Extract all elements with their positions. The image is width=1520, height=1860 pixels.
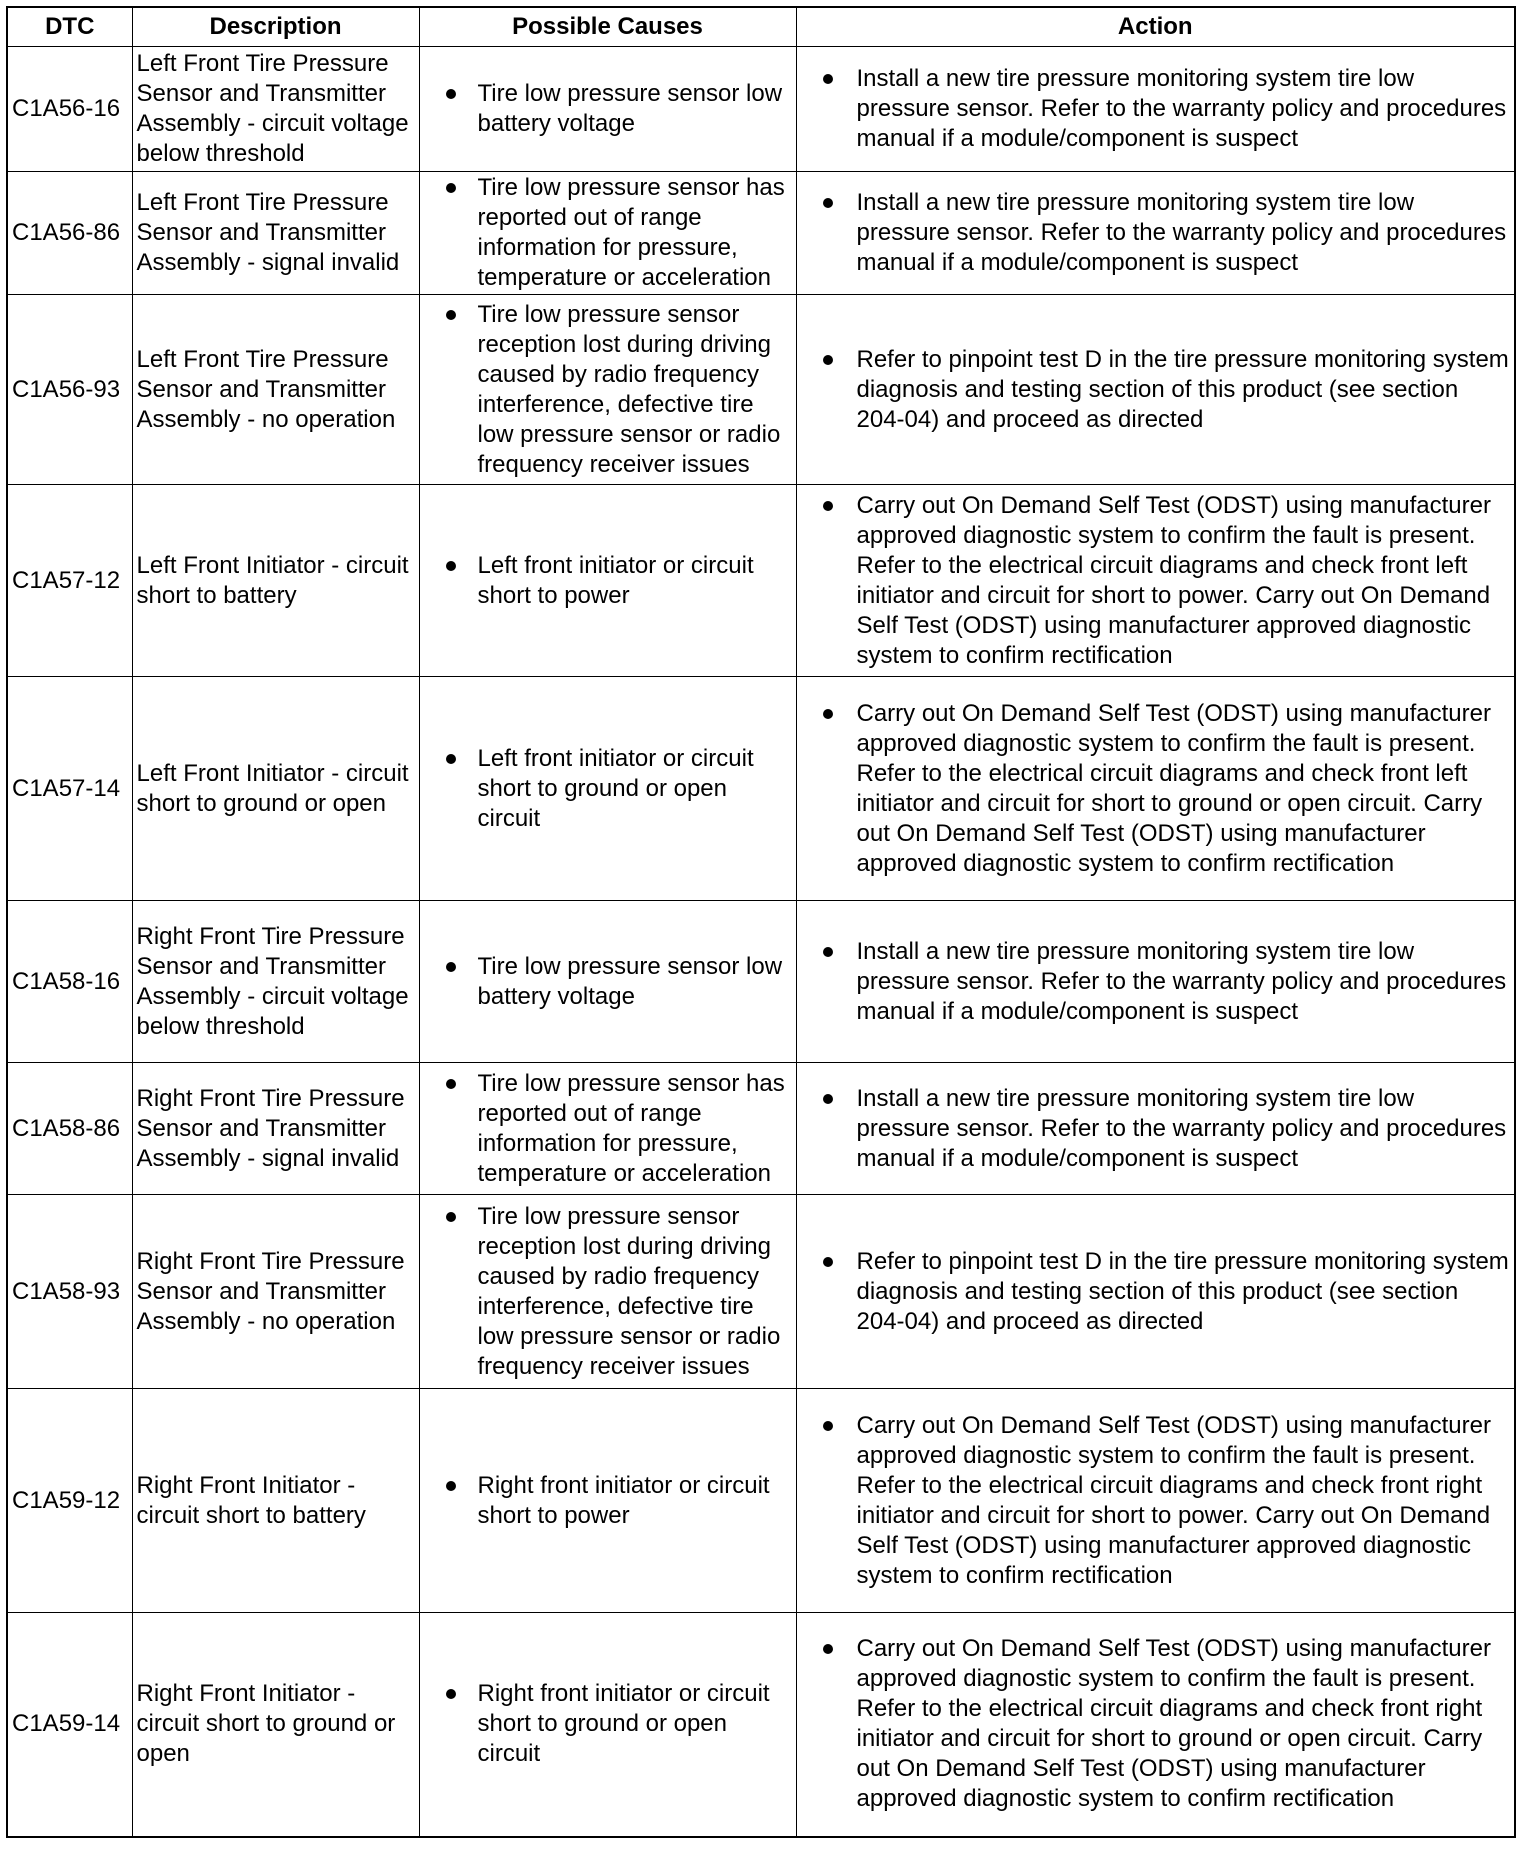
dtc-code: C1A57-14 — [7, 677, 132, 901]
header-possible-causes: Possible Causes — [419, 7, 796, 47]
bullet-icon — [823, 355, 833, 365]
action-item — [801, 64, 1511, 154]
dtc-code: C1A58-86 — [7, 1063, 132, 1195]
bullet-icon — [446, 1212, 456, 1222]
bullet-icon — [823, 501, 833, 511]
header-description: Description — [132, 7, 419, 47]
action-cell — [796, 47, 1515, 172]
bullet-icon — [446, 310, 456, 320]
action-text: Carry out On Demand Self Test (ODST) using manufacturer approved diagnostic system to confirm the fault is present. Refer to the electrical circuit diagrams and check front right initiator and circuit for short to power. Carry out On Demand Self Test (ODST) using manufacturer approved diagnostic system to confirm rectification — [856, 1411, 1491, 1589]
bullet-icon — [446, 1689, 456, 1699]
dtc-code: C1A59-12 — [7, 1389, 132, 1613]
dtc-code: C1A58-16 — [7, 901, 132, 1063]
action-item — [801, 1411, 1511, 1591]
action-cell — [796, 1389, 1515, 1613]
table-row — [7, 1195, 1515, 1389]
table-row — [7, 1389, 1515, 1613]
cause-text: Tire low pressure sensor has reported out of range information for pressure, temperature or acceleration — [477, 1069, 785, 1187]
cause-item — [424, 1202, 792, 1382]
bullet-icon — [446, 1481, 456, 1491]
possible-cause-cell — [419, 47, 796, 172]
table-row — [7, 1613, 1515, 1837]
bullet-icon — [823, 709, 833, 719]
cause-text: Tire low pressure sensor reception lost during driving caused by radio frequency interference, defective tire low pressure sensor or radio frequency receiver issues — [477, 300, 781, 478]
table-header-row — [7, 7, 1515, 47]
action-item — [801, 1247, 1511, 1337]
dtc-description: Right Front Initiator - circuit short to battery — [132, 1389, 419, 1613]
cause-item — [424, 1679, 792, 1769]
cause-item — [424, 1471, 792, 1531]
action-text: Install a new tire pressure monitoring system tire low pressure sensor. Refer to the warranty policy and procedures manual if a module/component is suspect — [856, 189, 1507, 276]
cause-item — [424, 1069, 792, 1189]
cause-text: Tire low pressure sensor low battery voltage — [477, 952, 783, 1010]
possible-cause-cell — [419, 295, 796, 485]
cause-text: Left front initiator or circuit short to power — [477, 551, 754, 609]
action-cell — [796, 677, 1515, 901]
bullet-icon — [823, 1644, 833, 1654]
bullet-icon — [446, 561, 456, 571]
dtc-description: Right Front Initiator - circuit short to ground or open — [132, 1613, 419, 1837]
action-item — [801, 345, 1511, 435]
action-item — [801, 937, 1511, 1027]
action-text: Install a new tire pressure monitoring system tire low pressure sensor. Refer to the warranty policy and procedures manual if a module/component is suspect — [856, 937, 1507, 1025]
bullet-icon — [823, 74, 833, 84]
dtc-description: Left Front Tire Pressure Sensor and Transmitter Assembly - no operation — [132, 295, 419, 485]
action-item — [801, 491, 1511, 671]
action-text: Install a new tire pressure monitoring system tire low pressure sensor. Refer to the warranty policy and procedures manual if a module/component is suspect — [856, 1084, 1507, 1172]
dtc-code: C1A56-86 — [7, 172, 132, 295]
action-cell — [796, 485, 1515, 677]
header-dtc: DTC — [7, 7, 132, 47]
action-text: Refer to pinpoint test D in the tire pressure monitoring system diagnosis and testing section of this product (see section 204-04) and proceed as directed — [856, 1247, 1509, 1335]
table-row — [7, 677, 1515, 901]
bullet-icon — [823, 1094, 833, 1104]
possible-cause-cell — [419, 1063, 796, 1195]
possible-cause-cell — [419, 1613, 796, 1837]
action-cell — [796, 172, 1515, 295]
dtc-code: C1A59-14 — [7, 1613, 132, 1837]
bullet-icon — [823, 198, 833, 208]
table-row — [7, 172, 1515, 295]
possible-cause-cell — [419, 485, 796, 677]
action-item — [801, 188, 1511, 278]
cause-text: Right front initiator or circuit short to power — [477, 1471, 770, 1529]
bullet-icon — [823, 1421, 833, 1431]
dtc-description: Left Front Initiator - circuit short to battery — [132, 485, 419, 677]
cause-item — [424, 551, 792, 611]
dtc-description: Left Front Tire Pressure Sensor and Transmitter Assembly - circuit voltage below threshold — [132, 47, 419, 172]
table-row — [7, 47, 1515, 172]
action-text: Carry out On Demand Self Test (ODST) using manufacturer approved diagnostic system to confirm the fault is present. Refer to the electrical circuit diagrams and check front right initiator and circuit for short to ground or open circuit. Carry out On Demand Self Test (ODST) using manufacturer approved diagnostic system to confirm rectification — [856, 1635, 1491, 1813]
dtc-code: C1A58-93 — [7, 1195, 132, 1389]
cause-item — [424, 79, 792, 139]
action-cell — [796, 1195, 1515, 1389]
cause-item — [424, 744, 792, 834]
header-action: Action — [796, 7, 1515, 47]
action-item — [801, 1634, 1511, 1814]
dtc-description: Right Front Tire Pressure Sensor and Transmitter Assembly - signal invalid — [132, 1063, 419, 1195]
bullet-icon — [823, 1257, 833, 1267]
cause-text: Tire low pressure sensor reception lost during driving caused by radio frequency interference, defective tire low pressure sensor or radio frequency receiver issues — [477, 1202, 781, 1380]
dtc-description: Left Front Initiator - circuit short to ground or open — [132, 677, 419, 901]
table-row — [7, 901, 1515, 1063]
possible-cause-cell — [419, 677, 796, 901]
dtc-table — [6, 6, 1516, 1838]
possible-cause-cell — [419, 1389, 796, 1613]
possible-cause-cell — [419, 1195, 796, 1389]
table-row — [7, 485, 1515, 677]
possible-cause-cell — [419, 172, 796, 295]
bullet-icon — [446, 962, 456, 972]
cause-item — [424, 173, 792, 293]
dtc-code: C1A56-93 — [7, 295, 132, 485]
document-page — [6, 6, 1514, 1854]
action-text: Carry out On Demand Self Test (ODST) using manufacturer approved diagnostic system to confirm the fault is present. Refer to the electrical circuit diagrams and check front left initiator and circuit for short to ground or open circuit. Carry out On Demand Self Test (ODST) using manufacturer approved diagnostic system to confirm rectification — [856, 699, 1491, 877]
bullet-icon — [823, 947, 833, 957]
possible-cause-cell — [419, 901, 796, 1063]
action-item — [801, 699, 1511, 879]
action-cell — [796, 1063, 1515, 1195]
dtc-code: C1A56-16 — [7, 47, 132, 172]
cause-text: Tire low pressure sensor low battery voltage — [477, 80, 783, 137]
cause-text: Tire low pressure sensor has reported out of range information for pressure, temperature or acceleration — [477, 174, 785, 291]
dtc-description: Left Front Tire Pressure Sensor and Transmitter Assembly - signal invalid — [132, 172, 419, 295]
bullet-icon — [446, 1079, 456, 1089]
action-item — [801, 1084, 1511, 1174]
bullet-icon — [446, 89, 456, 99]
bullet-icon — [446, 183, 456, 193]
cause-item — [424, 952, 792, 1012]
table-row — [7, 295, 1515, 485]
cause-item — [424, 300, 792, 480]
bullet-icon — [446, 754, 456, 764]
action-text: Carry out On Demand Self Test (ODST) using manufacturer approved diagnostic system to confirm the fault is present. Refer to the electrical circuit diagrams and check front left initiator and circuit for short to power. Carry out On Demand Self Test (ODST) using manufacturer approved diagnostic system to confirm rectification — [856, 491, 1491, 669]
action-cell — [796, 901, 1515, 1063]
action-text: Refer to pinpoint test D in the tire pressure monitoring system diagnosis and testing section of this product (see section 204-04) and proceed as directed — [856, 345, 1509, 433]
table-row — [7, 1063, 1515, 1195]
cause-text: Left front initiator or circuit short to ground or open circuit — [477, 744, 754, 832]
action-cell — [796, 295, 1515, 485]
action-text: Install a new tire pressure monitoring system tire low pressure sensor. Refer to the warranty policy and procedures manual if a module/component is suspect — [856, 65, 1507, 152]
action-cell — [796, 1613, 1515, 1837]
dtc-code: C1A57-12 — [7, 485, 132, 677]
dtc-description: Right Front Tire Pressure Sensor and Transmitter Assembly - circuit voltage below threshold — [132, 901, 419, 1063]
cause-text: Right front initiator or circuit short to ground or open circuit — [477, 1680, 770, 1768]
dtc-description: Right Front Tire Pressure Sensor and Transmitter Assembly - no operation — [132, 1195, 419, 1389]
